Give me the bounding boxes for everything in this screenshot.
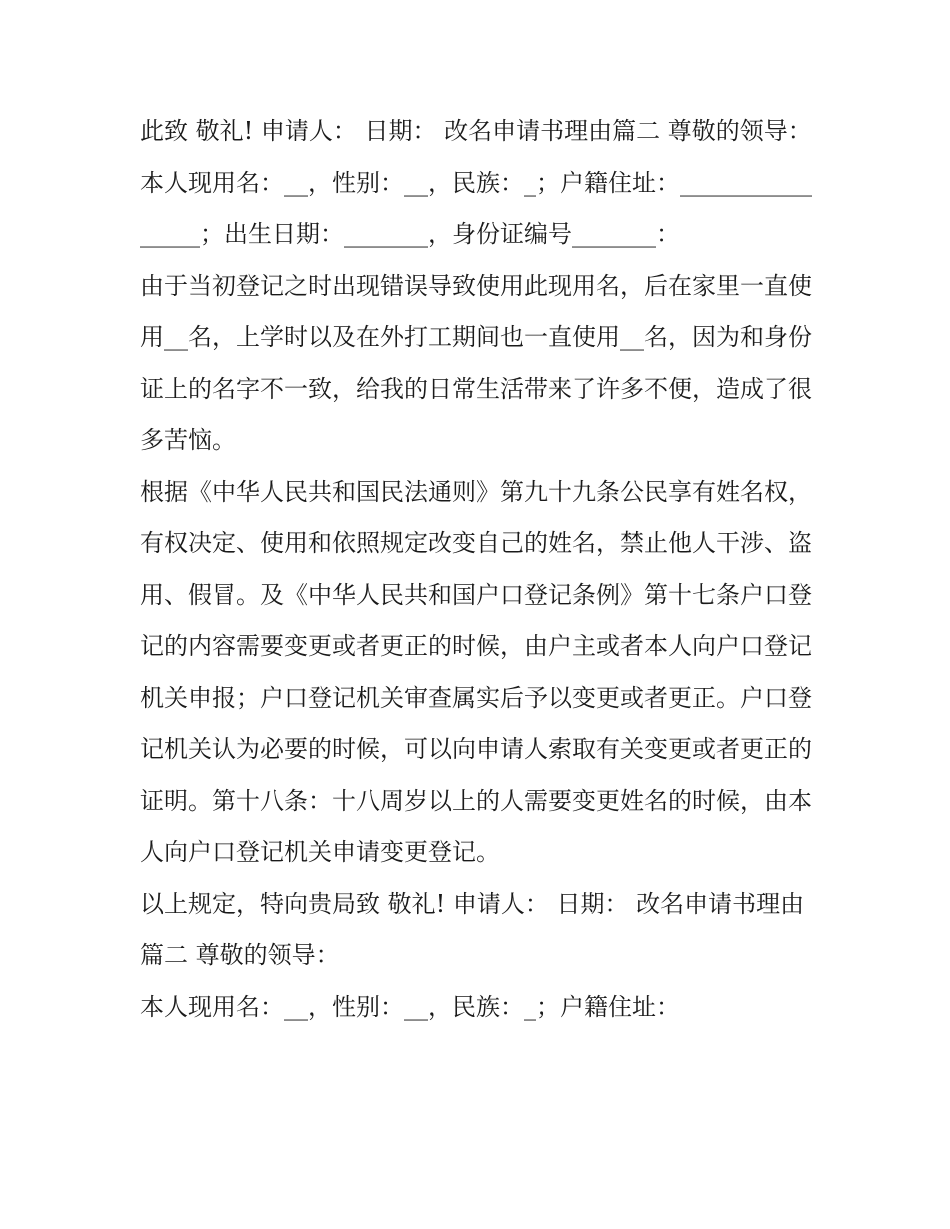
closing-paragraph-2: 以上规定，特向贵局致 敬礼! 申请人： 日期： 改名申请书理由篇二 尊敬的领导： xyxy=(140,889,805,969)
reason-paragraph: 由于当初登记之时出现错误导致使用此现用名，后在家里一直使用__名，上学时以及在外打工期间也一直使用__名，因为和身份证上的名字不一致，给我的日常生活带来了许多不便，造成了很多苦恼。 xyxy=(140,271,812,454)
personal-info-paragraph-2: 本人现用名：__，性别：__，民族：_；户籍住址： xyxy=(140,992,680,1021)
legal-basis-paragraph: 根据《中华人民共和国民法通则》第九十九条公民享有姓名权，有权决定、使用和依照规定改变自己的姓名，禁止他人干涉、盗用、假冒。及《中华人民共和国户口登记条例》第十七条户口登记的内容需要变更或者更正的时候，由户主或者本人向户口登记机关申报；户口登记机关审查属实后予以变更或者更正。户口登记机关认为必要的时候，可以向申请人索取有关变更或者更正的证明。第十八条：十八周岁以上的人需要变更姓名的时候，由本人向户口登记机关申请变更登记。 xyxy=(140,477,812,866)
document-body xyxy=(140,106,820,1033)
closing-paragraph: 此致 敬礼! 申请人： 日期： 改名申请书理由篇二 尊敬的领导： xyxy=(140,117,812,145)
personal-info-paragraph: 本人现用名：__，性别：__，民族：_；户籍住址：________________；出生日期：_______，身份证编号_______： xyxy=(140,168,812,248)
